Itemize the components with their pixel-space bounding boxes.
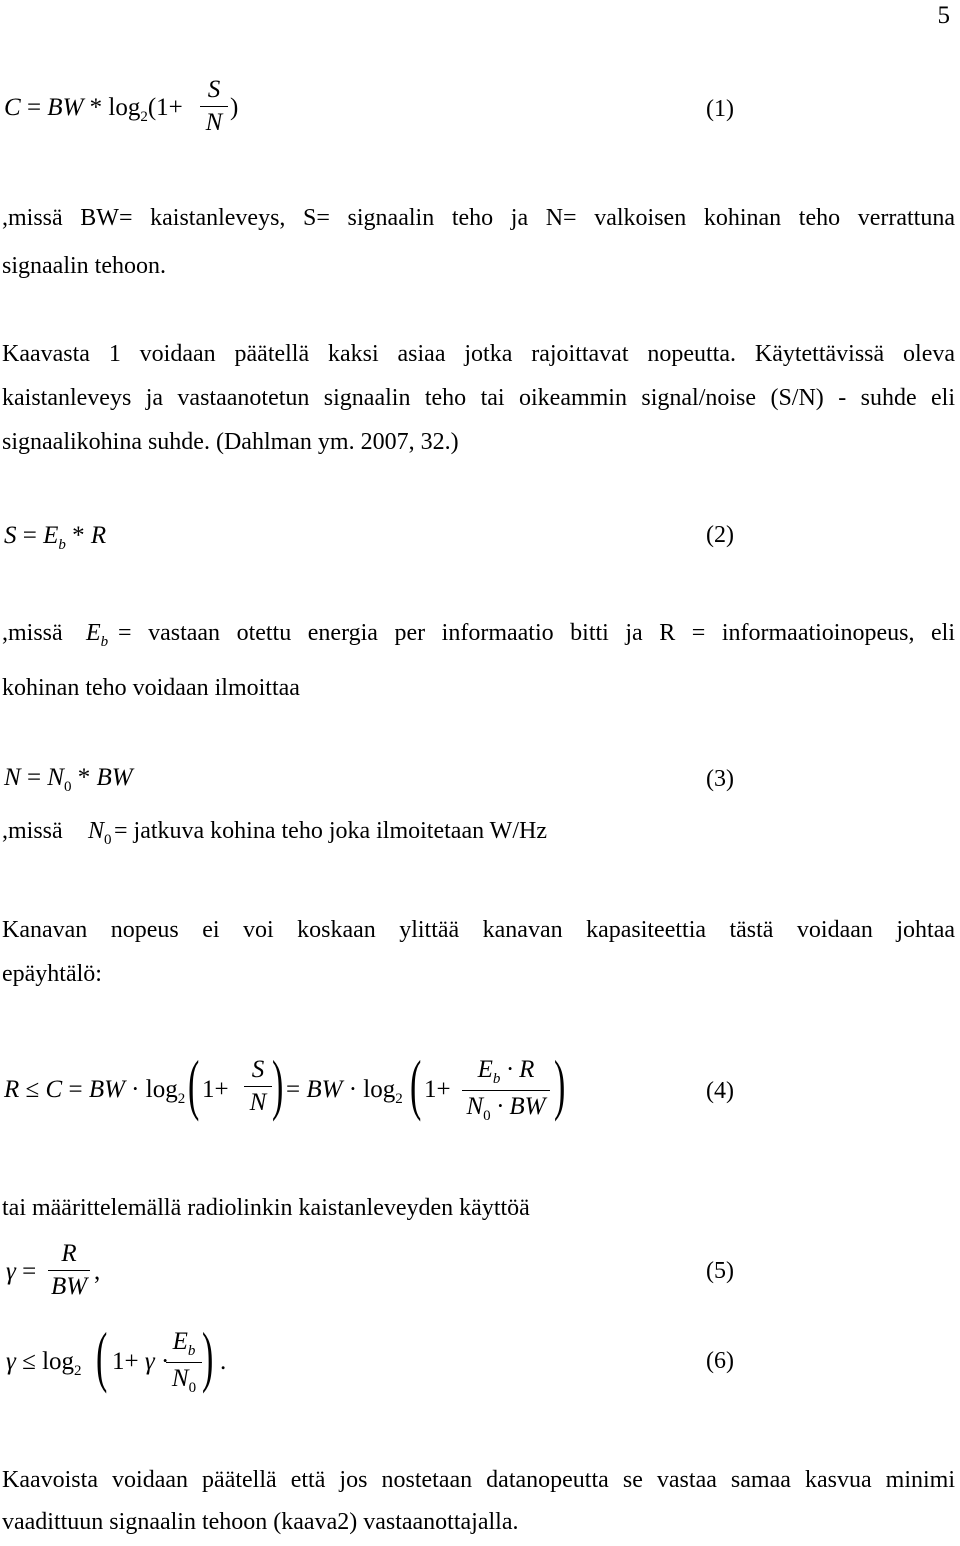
paragraph: = jatkuva kohina teho joka ilmoitetaan W/Hz: [114, 818, 547, 844]
equation-number: (5): [706, 1258, 734, 1284]
paragraph: kohinan teho voidaan ilmoittaa: [2, 675, 300, 701]
paragraph: Kaavoista voidaan päätellä että jos nostetaan datanopeutta se vastaa samaa kasvua minimi: [2, 1467, 955, 1493]
paragraph: ,missä BW= kaistanleveys, S= signaalin teho ja N= valkoisen kohinan teho verrattuna: [2, 205, 955, 231]
paragraph: signaalikohina suhde. (Dahlman ym. 2007, 32.): [2, 429, 459, 455]
paragraph: ,missä: [2, 620, 63, 646]
paragraph: epäyhtälö:: [2, 961, 102, 987]
paragraph: kaistanleveys ja vastaanotetun signaalin teho tai oikeammin signal/noise (S/N) - suhde eli: [2, 385, 955, 411]
equation-number: (4): [706, 1078, 734, 1104]
paragraph: ,missä: [2, 818, 63, 844]
paragraph: = vastaan otettu energia per informaatio bitti ja R = informaatioinopeus, eli: [118, 620, 955, 646]
page-number: 5: [937, 2, 950, 29]
paragraph: Kanavan nopeus ei voi koskaan ylittää kanavan kapasiteettia tästä voidaan johtaa: [2, 917, 955, 943]
equation-number: (6): [706, 1348, 734, 1374]
equation-number: (3): [706, 766, 734, 792]
paragraph: Kaavasta 1 voidaan päätellä kaksi asiaa jotka rajoittavat nopeutta. Käytettävissä oleva: [2, 341, 955, 367]
document-page: 5 C = BW * $\log_2(1+$ S N ) (1) ,missä BW= kaistanleveys, S= signaalin teho ja N= valkoisen kohinan teho verrattuna signaalin tehoon. Kaavasta 1 voidaan päätellä kaksi asiaa jotka rajoittavat nopeutta. Käytettävissä oleva kaistanleveys ja vastaanotetun signaalin teho tai oikeammin signal/noise (S/N) - suhde eli signaalikohina suhde. (Dahlman ym. 2007, 32.) $S = E_b * R$ (2) ,missä $E_b$ = vastaan otettu energia per informaatio bitti ja R = informaatioinopeus, eli kohinan teho voidaan ilmoittaa $N = N_0$ * BW (3) ,missä $N_0$ = jatkuva kohina teho joka ilmoitetaan W/Hz Kanavan nopeus ei voi koskaan ylittää kanavan kapasiteettia tästä voidaan johtaa epäyhtälö: R ≤ C = BW · $\log_2$ ( 1+ S N ) = BW · $\log_2$ ( 1+ $E_b \cdot R$ $N_0$ · BW ) (4) tai määrittelemällä radiolinkin kaistanleveyden käyttöä γ = R BW , (5) $\gamma \le \log_2$ ( 1+ γ · $E_b$ $N_0$ ) . (6) Kaavoista voidaan päätellä että jos nostetaan datanopeutta se vastaa samaa kasvua minimi vaadittuun signaalin tehoon (kaava2) vastaanottajalla.: [0, 0, 960, 1538]
paragraph: signaalin tehoon.: [2, 253, 166, 279]
equation-number: (1): [706, 96, 734, 122]
paragraph: vaadittuun signaalin tehoon (kaava2) vastaanottajalla.: [2, 1509, 519, 1535]
paragraph: tai määrittelemällä radiolinkin kaistanleveyden käyttöä: [2, 1195, 530, 1221]
equation-number: (2): [706, 522, 734, 548]
